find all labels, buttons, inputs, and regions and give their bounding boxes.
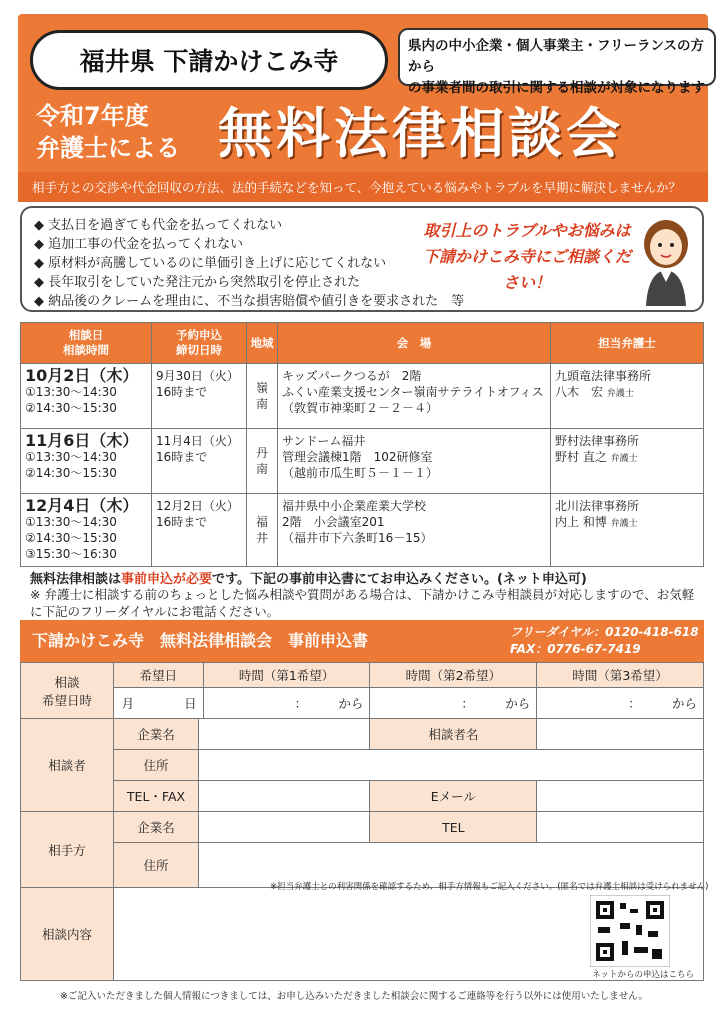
col-lawyer: 担当弁護士	[551, 323, 704, 364]
address-input[interactable]	[199, 750, 704, 781]
other-company-input[interactable]	[199, 812, 370, 843]
sec-other-label: 相手方	[21, 812, 114, 888]
by-lawyer-label: 弁護士による	[36, 134, 180, 162]
sec-content-label: 相談内容	[21, 888, 114, 981]
sec-consultant-label: 相談者	[21, 719, 114, 812]
date-cell: 10月2日（木） ①13:30～14:30 ②14:30～15:30	[21, 364, 152, 429]
other-address-label: 住所	[114, 843, 199, 888]
lawyer-cell: 九頭竜法律事務所 八木 宏 弁護士	[551, 364, 704, 429]
qr-code-icon[interactable]	[590, 895, 670, 967]
table-row	[21, 364, 704, 429]
other-party-note: ※担当弁護士との利害関係を確認するため、相手方情報もご記入ください。(匿名では弁護士相談は受けられません)	[270, 882, 709, 892]
col-venue: 会 場	[278, 323, 551, 364]
deadline-cell: 9月30日（火） 16時まで	[152, 364, 247, 429]
schedule-header-row	[21, 323, 704, 364]
consultant-name-label: 相談者名	[370, 719, 537, 750]
notice-main: 無料法律相談は事前申込が必要です。下記の事前申込書にてお申込みください。(ネット申込可)	[30, 572, 587, 587]
col-date: 相談日 相談時間	[21, 323, 152, 364]
lawyer-cell: 野村法律事務所 野村 直之 弁護士	[551, 429, 704, 494]
deadline-cell: 12月2日（火） 16時まで	[152, 494, 247, 567]
problem-item: ◆ 支払日を過ぎても代金を払ってくれない	[34, 216, 464, 235]
sec-date-label: 相談 希望日時	[21, 663, 114, 719]
region-cell: 福井	[247, 494, 278, 567]
h-time3: 時間（第3希望）	[537, 663, 704, 688]
h-time1: 時間（第1希望）	[203, 663, 370, 688]
year-label: 令和7年度	[36, 102, 149, 130]
telfax-input[interactable]	[199, 781, 370, 812]
notice-required: 事前申込が必要	[121, 572, 213, 587]
date-cell: 12月4日（木） ①13:30～14:30 ②14:30～15:30 ③15:30～16:30	[21, 494, 152, 567]
venue-cell: サンドーム福井 管理会議棟1階 102研修室 （越前市瓜生町５－１－１）	[278, 429, 551, 494]
target-line-2: の事業者間の取引に関する相談が対象になります	[408, 80, 705, 96]
callout-line-2: 下請かけこみ寺にご相談ください！	[422, 247, 631, 292]
col-region: 地域	[247, 323, 278, 364]
target-note	[398, 28, 716, 96]
region-cell: 丹南	[247, 429, 278, 494]
time1-input[interactable]: ： から	[203, 688, 370, 719]
header-banner	[18, 14, 708, 202]
freedial: フリーダイヤル：0120-418-618	[510, 625, 699, 639]
form-contact	[510, 624, 699, 658]
callout-line-1: 取引上のトラブルやお悩みは	[423, 221, 631, 240]
other-company-label: 企業名	[114, 812, 199, 843]
col-deadline: 予約申込 締切日時	[152, 323, 247, 364]
email-label: Eメール	[370, 781, 537, 812]
time2-input[interactable]: ： から	[370, 688, 537, 719]
intro-text: 相手方との交渉や代金回収の方法、法的手続などを知って、今抱えている悩みやトラブルを早期に解決しませんか？	[18, 172, 708, 202]
brand-title: 福井県 下請かけこみ寺	[30, 30, 388, 90]
tel-input[interactable]	[537, 812, 704, 843]
problem-item: ◆ 納品後のクレームを理由に、不当な損害賠償や値引きを要求された 等	[34, 292, 464, 311]
main-title: 無料法律相談会	[218, 102, 624, 165]
time3-input[interactable]: ： から	[537, 688, 704, 719]
problem-item: ◆ 追加工事の代金を払ってくれない	[34, 235, 464, 254]
address-label: 住所	[114, 750, 199, 781]
fax: FAX：0776-67-7419	[510, 642, 641, 656]
year-block	[36, 100, 180, 164]
deadline-cell: 11月4日（火） 16時まで	[152, 429, 247, 494]
venue-cell: キッズパークつるが 2階 ふくい産業支援センター嶺南サテライトオフィス （敦賀市神楽町２－２－４）	[278, 364, 551, 429]
tel-label: TEL	[370, 812, 537, 843]
company-input[interactable]	[199, 719, 370, 750]
problem-item: ◆ 原材料が高騰しているのに単価引き上げに応じてくれない	[34, 254, 464, 273]
schedule-table	[20, 322, 704, 567]
company-label: 企業名	[114, 719, 199, 750]
venue-cell: 福井県中小企業産業大学校 2階 小会議室201 （福井市下六条町16－15）	[278, 494, 551, 567]
table-row	[21, 494, 704, 567]
form-title: 下請かけこみ寺 無料法律相談会 事前申込書	[32, 631, 369, 650]
form-header	[20, 620, 704, 662]
table-row	[21, 429, 704, 494]
footnote: ※ご記入いただきました個人情報につきましては、お申し込みいただきました相談会に関するご連絡等を行う以外には使用いたしません。	[60, 991, 648, 1002]
lawyer-cell: 北川法律事務所 内上 和博 弁護士	[551, 494, 704, 567]
qr-caption: ネットからの申込はこちら	[592, 970, 695, 980]
telfax-label: TEL・FAX	[114, 781, 199, 812]
date-input[interactable]: 月 日	[114, 688, 204, 719]
problem-list	[34, 216, 464, 311]
h-date: 希望日	[114, 663, 204, 688]
problem-item: ◆ 長年取引をしていた発注元から突然取引を停止された	[34, 273, 464, 292]
target-line-1: 県内の中小企業・個人事業主・フリーランスの方から	[408, 38, 705, 75]
h-time2: 時間（第2希望）	[370, 663, 537, 688]
callout	[422, 218, 632, 296]
notice-sub: ※ 弁護士に相談する前のちょっとした悩み相談や質問がある場合は、下請かけこみ寺相談員が対応しますので、お気軽に下記のフリーダイヤルにお電話ください。	[30, 587, 695, 619]
consultant-name-input[interactable]	[537, 719, 704, 750]
date-cell: 11月6日（木） ①13:30～14:30 ②14:30～15:30	[21, 429, 152, 494]
problem-box	[20, 206, 704, 312]
region-cell: 嶺南	[247, 364, 278, 429]
email-input[interactable]	[537, 781, 704, 812]
consultant-mascot-icon	[634, 214, 698, 306]
